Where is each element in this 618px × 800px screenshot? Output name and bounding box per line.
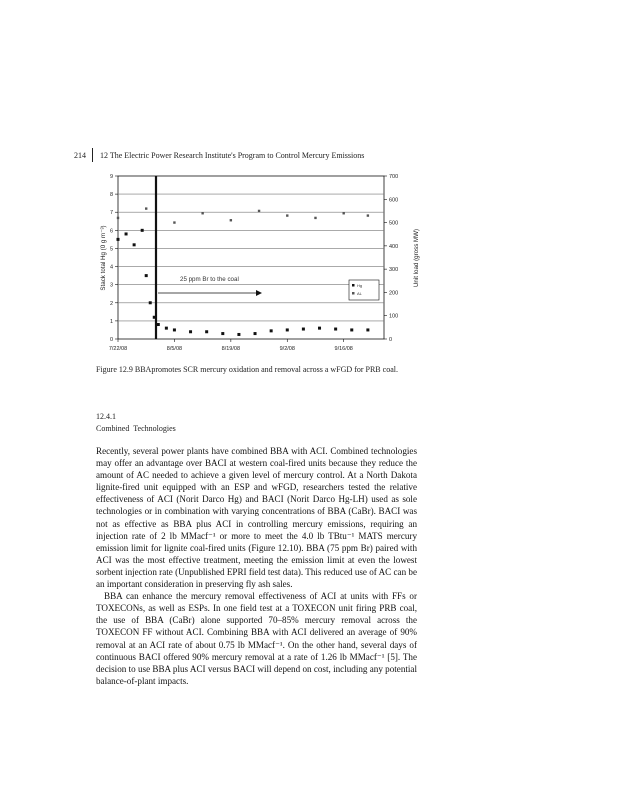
page-number: 214 xyxy=(74,151,86,160)
load-point xyxy=(258,210,260,212)
hg-point xyxy=(125,232,128,235)
y-tick-label: 3 xyxy=(109,282,113,289)
y-tick-label: 6 xyxy=(109,228,113,235)
hg-point xyxy=(165,327,168,330)
y2-tick-label: 700 xyxy=(389,174,399,180)
load-point xyxy=(230,219,232,221)
hg-point xyxy=(117,238,120,241)
hg-point xyxy=(189,330,192,333)
hg-point xyxy=(173,328,176,331)
y2-tick-label: 600 xyxy=(389,197,399,204)
header-rule xyxy=(92,148,93,162)
hg-point xyxy=(221,332,224,335)
unit-load-series xyxy=(117,207,369,223)
figure-12-9-chart xyxy=(96,168,426,366)
y-tick-label: 8 xyxy=(109,192,113,199)
hg-point xyxy=(133,243,136,246)
hg-point xyxy=(205,330,208,333)
plot-frame xyxy=(118,176,384,339)
hg-point xyxy=(318,327,321,330)
load-point xyxy=(286,214,288,216)
y-tick-label: 2 xyxy=(109,300,113,307)
hg-point xyxy=(254,332,257,335)
load-point xyxy=(342,212,344,214)
y2-tick-label: 100 xyxy=(389,313,399,320)
hg-point xyxy=(157,323,160,326)
y2-tick-label: 500 xyxy=(389,220,399,227)
x-axis xyxy=(109,339,353,352)
x-tick-label: 8/19/08 xyxy=(221,346,241,352)
y-tick-label: 9 xyxy=(109,174,113,180)
hg-point xyxy=(270,329,273,332)
load-point xyxy=(117,217,119,219)
x-tick-label: 8/5/08 xyxy=(166,346,183,352)
hg-point xyxy=(334,328,337,331)
y-axis-right xyxy=(384,174,398,343)
load-point xyxy=(173,221,175,223)
section-title: Combined Technologies xyxy=(96,424,176,433)
section-number: 12.4.1 xyxy=(96,412,116,421)
paragraph-2: BBA can enhance the mercury removal effectiveness of ACI at units with FFs or TOXECONs, as well as ESPs. In one field test at a TOXECON unit firing PRB coal, the use of BBA (CaBr) alone supported 70–85% mercury removal across the TOXECON FF without ACI. Combining BBA with ACI delivered an average of 90% removal at an ACI rate of about 0.75 lb MMacf⁻¹. On the other hand, several days of continuous BACI offered 90% mercury removal at a rate of 1.26 lb MMacf⁻¹ [5]. The decision to use BBA plus ACI versus BACI will depend on cost, including any potential balance-of-plant impacts. xyxy=(96,591,417,686)
page-header xyxy=(74,148,554,162)
legend-al-label: AL xyxy=(357,291,362,296)
hg-point xyxy=(149,301,152,304)
load-point xyxy=(201,212,203,214)
y2-tick-label: 300 xyxy=(389,267,399,274)
x-tick-label: 7/22/08 xyxy=(108,346,128,352)
legend-box xyxy=(349,280,379,300)
hg-series xyxy=(117,229,370,336)
y2-tick-label: 400 xyxy=(389,243,399,250)
x-tick-label: 9/2/08 xyxy=(279,346,295,352)
y-tick-label: 4 xyxy=(109,264,113,271)
bba-annotation: 25 ppm Br to the coal xyxy=(180,276,239,283)
hg-point xyxy=(286,328,289,331)
y2-tick-label: 200 xyxy=(389,290,399,297)
legend-hg-swatch xyxy=(352,284,355,287)
load-point xyxy=(145,207,147,209)
hg-point xyxy=(302,328,305,331)
load-point xyxy=(314,217,316,219)
load-point xyxy=(367,214,369,216)
y-tick-label: 1 xyxy=(109,318,113,325)
bba-arrow-head xyxy=(256,290,262,296)
body-text xyxy=(96,445,417,687)
hg-point xyxy=(350,328,353,331)
y-tick-label: 0 xyxy=(109,337,113,343)
x-tick-label: 9/16/08 xyxy=(334,346,353,352)
y2-axis-label: Unit load (gross MW) xyxy=(413,228,420,288)
y-tick-label: 5 xyxy=(109,246,113,253)
hg-point xyxy=(141,229,144,232)
hg-point xyxy=(237,333,240,336)
y-axis-left xyxy=(110,174,118,343)
y2-tick-label: 0 xyxy=(389,337,393,343)
legend-al-swatch xyxy=(352,292,355,295)
hg-point xyxy=(145,274,148,277)
y-axis-label: Stack total Hg (0 g m⁻³) xyxy=(100,225,107,291)
y-tick-label: 7 xyxy=(109,210,113,217)
figure-caption: Figure 12.9 BBApromotes SCR mercury oxidation and removal across a wFGD for PRB coal. xyxy=(96,365,398,374)
running-title: 12 The Electric Power Research Institute's Program to Control Mercury Emissions xyxy=(100,151,365,160)
hg-point xyxy=(366,328,369,331)
legend-hg-label: Hg xyxy=(357,283,363,288)
paragraph-1: Recently, several power plants have combined BBA with ACI. Combined technologies may offer an advantage over BACI at western coal-fired units because they reduce the amount of AC needed to achieve a given level of mercury control. At a North Dakota lignite-fired unit equipped with an ESP and wFGD, researchers tested the relative effectiveness of ACI (Norit Darco Hg) and BACI (Norit Darco Hg-LH) used as sole technologies or in combination with varying concentrations of BBA (CaBr). BACI was not as effective as BBA plus ACI in controlling mercury emissions, requiring an injection rate of 2 lb MMacf⁻¹ or more to meet the 4.0 lb TBtu⁻¹ MATS mercury emission limit for lignite coal-fired units (Figure 12.10). BBA (75 ppm Br) paired with ACI was the most effective treatment, meeting the emission limit at even the lowest sorbent injection rate (Unpublished EPRI field test data). This reduced use of AC can be an important consideration in preserving fly ash sales. xyxy=(96,446,417,590)
